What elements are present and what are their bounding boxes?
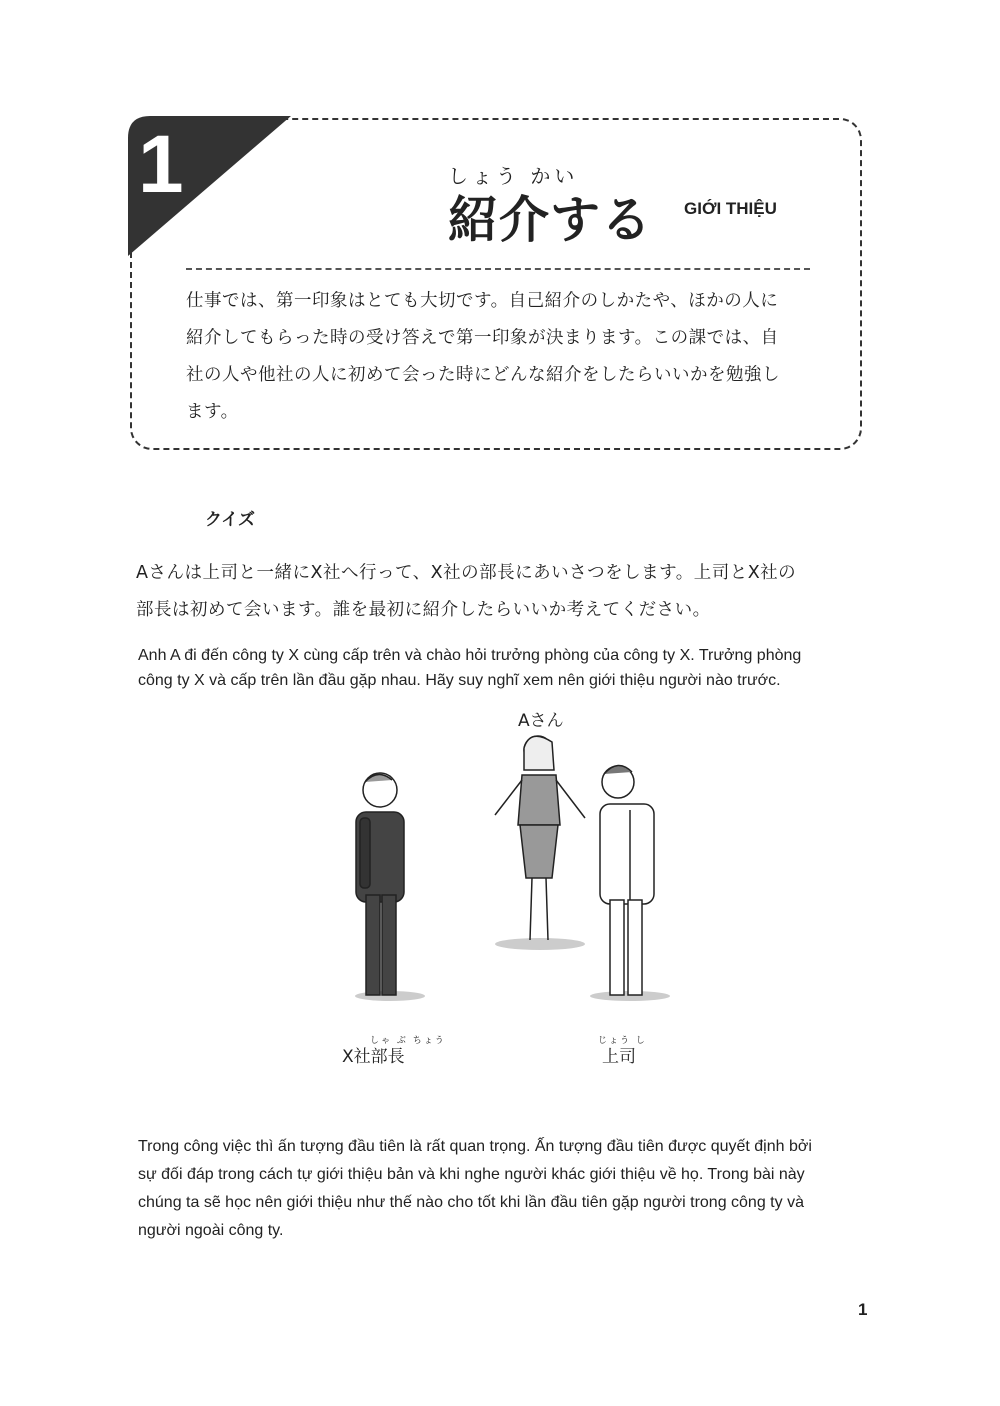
quiz-paragraph-vi — [138, 643, 878, 693]
label-a-san: Aさん — [518, 711, 564, 731]
quiz-heading: クイズ — [205, 510, 255, 530]
quiz-line: Aさんは上司と一緒にX社へ行って、X社の部長にあいさつをします。上司とX社の — [136, 563, 797, 583]
intro-line: 社の人や他社の人に初めて会った時にどんな紹介をしたらいいかを勉強し — [186, 365, 780, 385]
intro-line: 紹介してもらった時の受け答えで第一印象が決まります。この課では、自 — [186, 328, 779, 348]
quiz-line: 部長は初めて会います。誰を最初に紹介したらいいか考えてください。 — [136, 600, 711, 620]
label-joshi: 上司 — [602, 1047, 636, 1067]
divider — [186, 268, 810, 270]
intro-line: 仕事では、第一印象はとても大切です。自己紹介のしかたや、ほかの人に — [186, 291, 779, 311]
intro-paragraph-jp — [186, 283, 816, 431]
lesson-title-vi: GIỚI THIỆU — [684, 199, 777, 218]
quiz-paragraph-jp — [136, 555, 868, 629]
lesson-number: 1 — [138, 119, 184, 210]
joshi-figure — [600, 765, 654, 995]
label-bucho-ruby: しゃ ぶ ちょう — [370, 1036, 446, 1046]
closing-line: sự đối đáp trong cách tự giới thiệu bản và khi nghe người khác giới thiệu về họ. Trong bài này — [138, 1166, 805, 1183]
business-meeting-illustration — [330, 700, 690, 1080]
quiz-line-vi: công ty X và cấp trên lần đầu gặp nhau. Hãy suy nghĩ xem nên giới thiệu người nào trước. — [138, 672, 781, 689]
intro-line: ます。 — [186, 402, 239, 422]
label-bucho: X社部長 — [342, 1047, 405, 1067]
label-joshi-ruby: じょう し — [598, 1036, 647, 1046]
a-san-figure — [495, 736, 585, 940]
closing-line: Trong công việc thì ấn tượng đầu tiên là rất quan trọng. Ấn tượng đầu tiên được quyết định bởi — [138, 1138, 812, 1155]
closing-line: người ngoài công ty. — [138, 1222, 284, 1239]
bucho-figure — [356, 773, 404, 995]
quiz-line-vi: Anh A đi đến công ty X cùng cấp trên và chào hỏi trưởng phòng của công ty X. Trưởng phòng — [138, 647, 802, 664]
lesson-title: 紹介する — [448, 191, 652, 249]
closing-line: chúng ta sẽ học nên giới thiệu như thế nào cho tốt khi lần đầu tiên gặp người trong công ty và — [138, 1194, 804, 1211]
title-ruby: しょう かい — [448, 164, 579, 188]
closing-paragraph-vi — [138, 1133, 878, 1245]
page-number: 1 — [858, 1300, 868, 1319]
